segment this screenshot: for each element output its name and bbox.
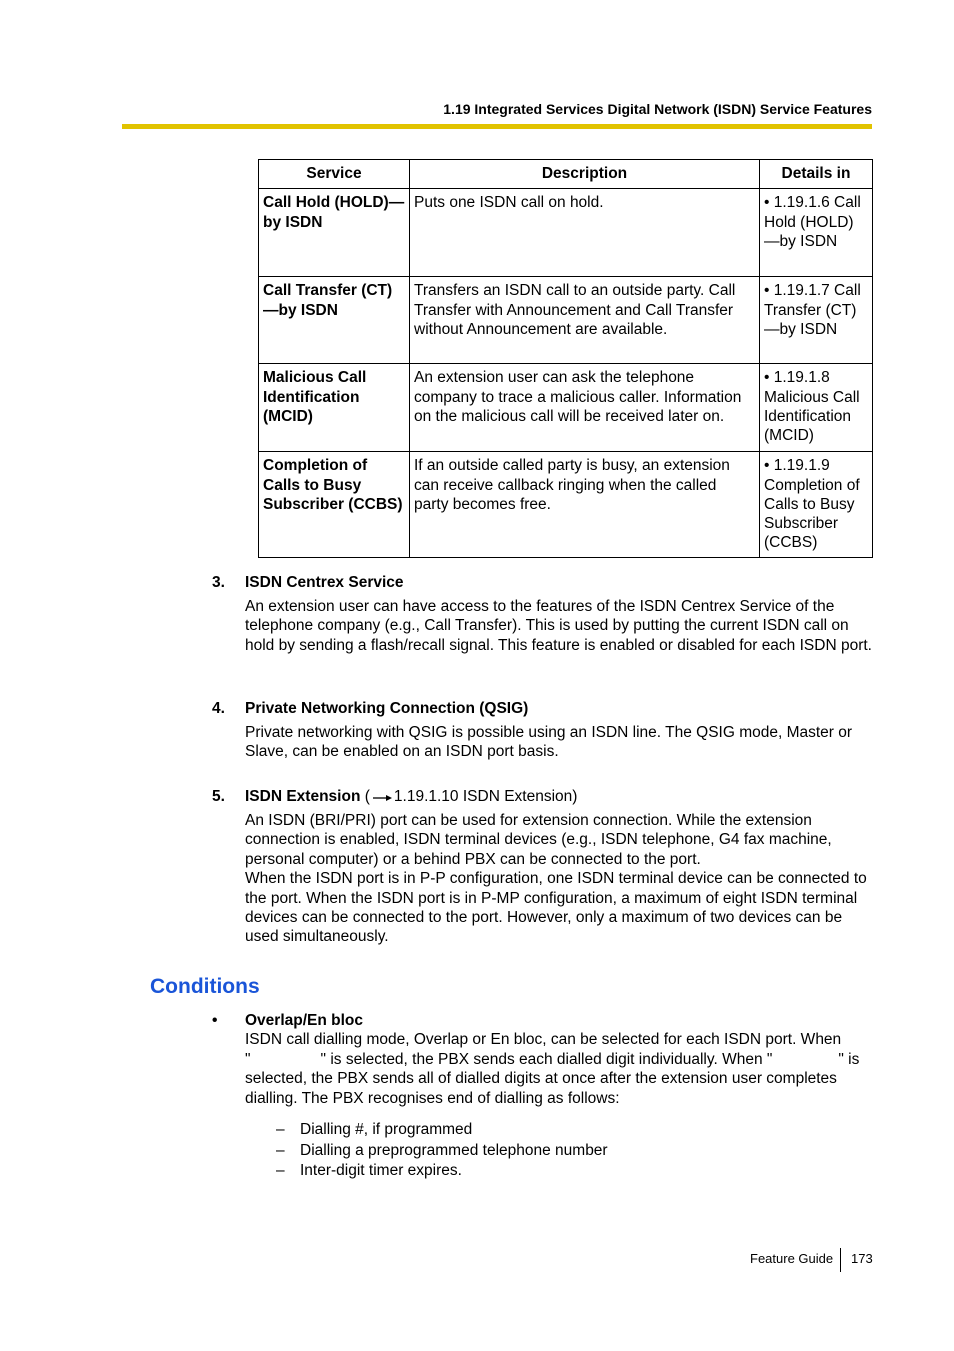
condition-body-line: ISDN call dialling mode, Overlap or En bloc, can be selected for each ISDN port. When xyxy=(245,1031,842,1049)
item-title-line xyxy=(245,787,577,806)
quote-text: " is selected, the PBX sends each dialled digit individually. When " xyxy=(320,1050,773,1068)
list-item-text: Inter-digit timer expires. xyxy=(300,1162,462,1180)
item-body: An extension user can have access to the features of the ISDN Centrex Service of the telephone company (e.g., Call Transfer). This is used by putting the current ISDN call on hold by sending a flash/recall signal. This feature is enabled or disabled for each ISDN port. xyxy=(245,598,872,654)
header-rule xyxy=(122,124,872,129)
table-row xyxy=(259,189,873,277)
item-body xyxy=(245,811,873,947)
quote-text-end: " is xyxy=(838,1050,860,1068)
dialling-end-list xyxy=(276,1120,608,1182)
col-header-description: Description xyxy=(410,160,760,189)
dash-icon: – xyxy=(276,1162,285,1180)
item-number: 5. xyxy=(212,788,225,805)
dash-icon: – xyxy=(276,1121,285,1138)
col-header-service: Service xyxy=(259,160,410,189)
cross-reference-link[interactable]: 1.19.1.10 ISDN Extension) xyxy=(393,788,578,805)
description-cell: Puts one ISDN call on hold. xyxy=(410,189,760,277)
item-body: Private networking with QSIG is possible using an ISDN line. The QSIG mode, Master or Slave, can be enabled on an ISDN port basis. xyxy=(245,724,853,761)
list-item-text: Dialling a preprogrammed telephone number xyxy=(300,1141,608,1159)
dash-icon: – xyxy=(276,1141,285,1159)
item-title: ISDN Centrex Service xyxy=(245,574,404,591)
details-cell: • 1.19.1.7 Call Transfer (CT)—by ISDN xyxy=(760,277,873,364)
table-header-row xyxy=(259,160,873,189)
table-row xyxy=(259,364,873,452)
page-number: 173 xyxy=(851,1251,873,1266)
condition-body-rest: selected, the PBX sends all of dialled digits at once after the extension user completes dialling. The PBX recognises end of dialling as follows: xyxy=(245,1070,837,1107)
ref-open-paren: ( xyxy=(364,788,370,805)
list-item xyxy=(276,1141,608,1162)
item-body-paragraph: When the ISDN port is in P-P configuration, one ISDN terminal device can be connected to the port. When the ISDN port is in P-MP configuration, a maximum of eight ISDN terminal devices can be connected to the port. However, only a maximum of two devices can be used simultaneously. xyxy=(245,870,867,946)
table-row xyxy=(259,452,873,558)
services-table xyxy=(258,159,873,558)
description-cell: An extension user can ask the telephone company to trace a malicious caller. Information on the malicious call will be received later on. xyxy=(410,364,760,452)
list-item-text: Dialling #, if programmed xyxy=(300,1121,473,1138)
col-header-details: Details in xyxy=(760,160,873,189)
header-section-title: 1.19 Integrated Services Digital Network (ISDN) Service Features xyxy=(443,101,872,117)
footer-label: Feature Guide xyxy=(750,1251,834,1266)
table-row xyxy=(259,277,873,364)
description-cell: Transfers an ISDN call to an outside party. Call Transfer with Announcement and Call Transfer without Announcement are available. xyxy=(410,277,760,364)
service-cell: Completion of Calls to Busy Subscriber (CCBS) xyxy=(259,452,410,558)
service-cell: Malicious Call Identification (MCID) xyxy=(259,364,410,452)
conditions-heading: Conditions xyxy=(150,975,260,998)
condition-body xyxy=(245,1030,873,1108)
item-title: Private Networking Connection (QSIG) xyxy=(245,700,529,717)
details-cell: • 1.19.1.9 Completion of Calls to Busy Subscriber (CCBS) xyxy=(760,452,873,558)
bullet-icon: • xyxy=(212,1012,218,1029)
description-cell: If an outside called party is busy, an extension can receive callback ringing when the called party becomes free. xyxy=(410,452,760,558)
arrow-right-icon xyxy=(371,792,393,802)
service-cell: Call Transfer (CT)—by ISDN xyxy=(259,277,410,364)
footer-divider xyxy=(840,1248,841,1272)
condition-title: Overlap/En bloc xyxy=(245,1012,364,1029)
item-body-paragraph: An ISDN (BRI/PRI) port can be used for extension connection. While the extension connection is enabled, ISDN terminal devices (e.g., ISDN telephone, G4 fax machine, personal computer) or a behind PBX can be connected to the port. xyxy=(245,812,832,868)
service-cell: Call Hold (HOLD)—by ISDN xyxy=(259,189,410,277)
item-title: ISDN Extension xyxy=(245,788,361,805)
condition-body-line-quotes xyxy=(245,1050,873,1069)
list-item xyxy=(276,1161,608,1182)
list-item xyxy=(276,1120,608,1141)
details-cell: • 1.19.1.6 Call Hold (HOLD)—by ISDN xyxy=(760,189,873,277)
details-cell: • 1.19.1.8 Malicious Call Identification (MCID) xyxy=(760,364,873,452)
item-number: 3. xyxy=(212,574,225,591)
quote-open: " xyxy=(245,1050,251,1068)
item-number: 4. xyxy=(212,700,225,717)
